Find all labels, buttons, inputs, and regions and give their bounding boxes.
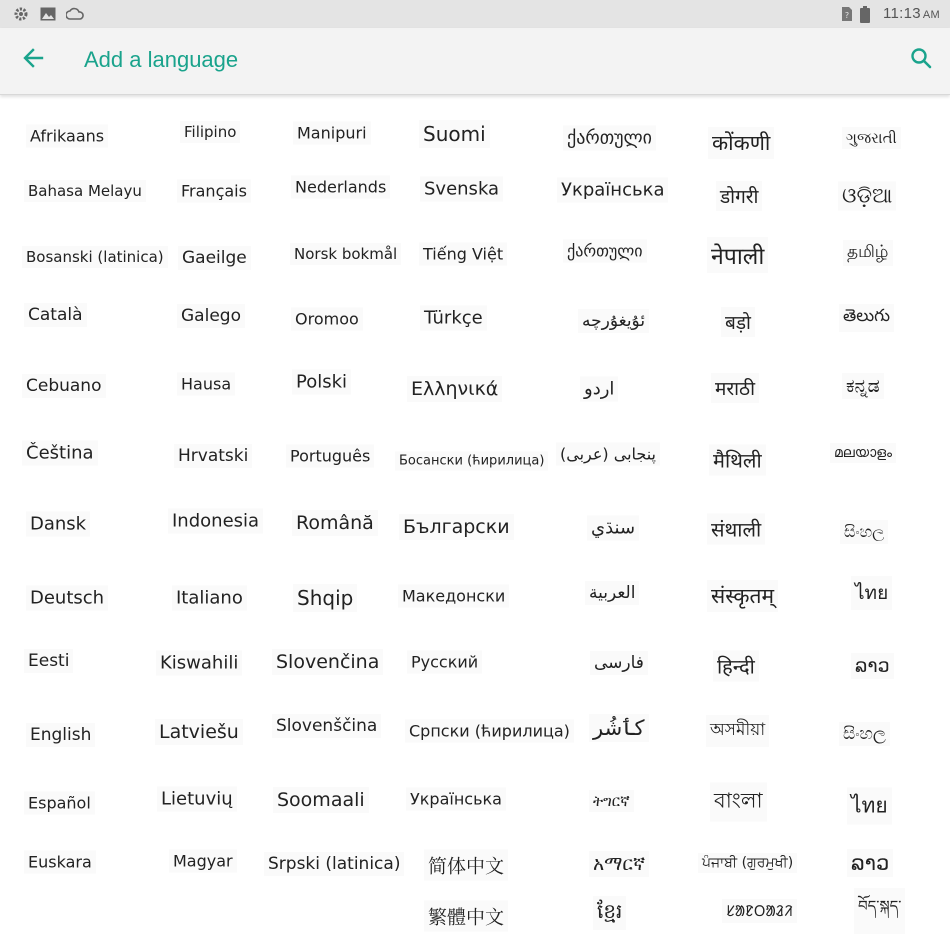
language-item[interactable]: डोगरी <box>716 181 762 211</box>
search-icon <box>910 47 932 73</box>
language-item[interactable]: 繁體中文 <box>424 901 508 932</box>
gear-icon <box>12 5 30 23</box>
svg-text:?: ? <box>844 11 850 20</box>
language-item[interactable]: Indonesia <box>168 509 263 534</box>
language-item[interactable]: Gaeilge <box>178 246 251 270</box>
language-item[interactable]: Galego <box>177 304 245 328</box>
language-item[interactable]: ᱥᱟᱱᱛᱟᱲᱤ <box>722 899 797 923</box>
language-item[interactable]: Slovenčina <box>272 649 383 675</box>
language-item[interactable]: मैथिली <box>709 445 766 476</box>
language-item[interactable]: ଓଡ଼ିଆ <box>838 182 896 211</box>
language-item[interactable]: አማርኛ <box>589 851 649 877</box>
language-item[interactable]: Kiswahili <box>156 651 242 676</box>
language-item[interactable]: Polski <box>292 370 351 395</box>
language-item[interactable]: ગુજરાતી <box>842 127 901 149</box>
sim-icon <box>838 5 856 23</box>
app-bar <box>0 28 950 95</box>
language-item[interactable]: ລາວ <box>851 653 894 679</box>
language-item[interactable]: Српски (ћирилица) <box>405 720 574 743</box>
language-item[interactable]: Shqip <box>293 584 357 612</box>
language-item[interactable]: Hausa <box>177 373 235 396</box>
language-item[interactable]: سنڌي <box>587 516 639 541</box>
language-item[interactable]: Dansk <box>26 512 90 537</box>
language-item[interactable]: Čeština <box>22 441 98 466</box>
language-item[interactable]: ქართული <box>563 240 647 263</box>
language-item[interactable]: Tiếng Việt <box>419 243 507 266</box>
arrow-back-icon <box>22 47 44 73</box>
battery-icon <box>856 5 874 23</box>
language-grid <box>0 96 950 950</box>
language-item[interactable]: Italiano <box>172 586 247 611</box>
language-item[interactable]: Afrikaans <box>26 125 108 148</box>
language-item[interactable]: Македонски <box>398 585 509 608</box>
language-item[interactable]: తెలుగు <box>839 304 894 332</box>
language-item[interactable]: Srpski (latinica) <box>264 852 404 876</box>
language-item[interactable]: Ελληνικά <box>407 376 502 402</box>
language-item[interactable]: Українська <box>406 788 506 811</box>
language-item[interactable]: ລາວ <box>847 849 893 877</box>
language-item[interactable]: Français <box>177 180 251 203</box>
language-item[interactable]: Manipuri <box>293 122 371 145</box>
language-item[interactable]: Босански (ћирилица) <box>395 452 548 471</box>
language-item[interactable]: Latviešu <box>155 719 243 745</box>
language-item[interactable]: Svenska <box>420 177 503 202</box>
language-item[interactable]: संस्कृतम् <box>707 580 778 612</box>
language-item[interactable]: བོད་སྐད་ <box>854 888 905 934</box>
language-item[interactable]: ไทย <box>847 788 892 825</box>
language-item[interactable]: Norsk bokmål <box>290 243 401 265</box>
language-item[interactable]: English <box>26 723 95 747</box>
language-item[interactable]: Suomi <box>419 120 490 148</box>
language-item[interactable]: සිංහල <box>840 520 888 544</box>
language-item[interactable]: සිංහල <box>839 722 890 746</box>
image-icon <box>39 5 57 23</box>
language-item[interactable]: Español <box>24 792 95 815</box>
language-item[interactable]: Deutsch <box>26 586 108 611</box>
language-item[interactable]: Български <box>399 514 514 540</box>
language-item[interactable]: اردو <box>580 377 618 402</box>
language-item[interactable]: Català <box>24 303 87 327</box>
language-item[interactable]: پنجابی (عربی) <box>556 443 660 466</box>
search-button[interactable] <box>906 45 936 75</box>
language-item[interactable]: Türkçe <box>420 306 487 331</box>
language-item[interactable]: Soomaali <box>273 787 369 813</box>
language-item[interactable]: Euskara <box>24 851 96 874</box>
language-item[interactable]: العربية <box>585 581 639 605</box>
language-item[interactable]: ئۇيغۇرچە <box>578 309 649 333</box>
language-item[interactable]: नेपाली <box>707 237 768 273</box>
language-item[interactable]: ਪੰਜਾਬੀ (ਗੁਰਮੁਖੀ) <box>698 853 797 873</box>
language-item[interactable]: बड़ो <box>721 307 755 337</box>
language-item[interactable]: Eesti <box>24 649 73 673</box>
language-item[interactable]: Cebuano <box>22 374 106 398</box>
language-item[interactable]: 简体中文 <box>424 850 508 881</box>
language-item[interactable]: Oromoo <box>291 308 363 331</box>
language-item[interactable]: Filipino <box>180 121 240 143</box>
language-item[interactable]: Bosanski (latinica) <box>22 246 168 268</box>
language-item[interactable]: বাংলা <box>710 783 767 822</box>
language-item[interactable]: ትግርኛ <box>589 790 634 812</box>
back-button[interactable] <box>18 45 48 75</box>
language-item[interactable]: Lietuvių <box>157 787 237 812</box>
language-item[interactable]: Hrvatski <box>174 444 252 468</box>
language-item[interactable]: ខ្មែរ <box>593 896 626 930</box>
language-item[interactable]: کٲشُر <box>589 714 649 742</box>
language-item[interactable]: ಕನ್ನಡ <box>842 373 884 399</box>
language-item[interactable]: Українська <box>557 178 668 203</box>
language-item[interactable]: অসমীয়া <box>706 715 769 747</box>
language-item[interactable]: Nederlands <box>291 176 390 199</box>
language-item[interactable]: മലയാളം <box>830 443 896 463</box>
language-item[interactable]: ქართული <box>563 126 656 151</box>
page-title: Add a language <box>84 47 239 72</box>
language-item[interactable]: कोंकणी <box>708 127 774 159</box>
status-bar <box>0 0 950 28</box>
cloud-icon <box>66 5 84 23</box>
language-item[interactable]: Slovenščina <box>272 714 381 738</box>
language-item[interactable]: संथाली <box>707 514 765 545</box>
language-item[interactable]: ไทย <box>851 576 892 610</box>
language-item[interactable]: हिन्दी <box>713 651 759 682</box>
language-item[interactable]: मराठी <box>711 373 759 403</box>
language-item[interactable]: தமிழ் <box>843 240 893 266</box>
status-time: 11:13 AM <box>882 5 940 22</box>
language-item[interactable]: Română <box>292 510 378 536</box>
language-item[interactable]: Português <box>286 445 374 468</box>
language-item[interactable]: Русский <box>407 651 482 674</box>
language-item[interactable]: فارسی <box>590 651 648 675</box>
language-item[interactable]: Bahasa Melayu <box>24 180 146 202</box>
language-item[interactable]: Magyar <box>169 850 237 873</box>
